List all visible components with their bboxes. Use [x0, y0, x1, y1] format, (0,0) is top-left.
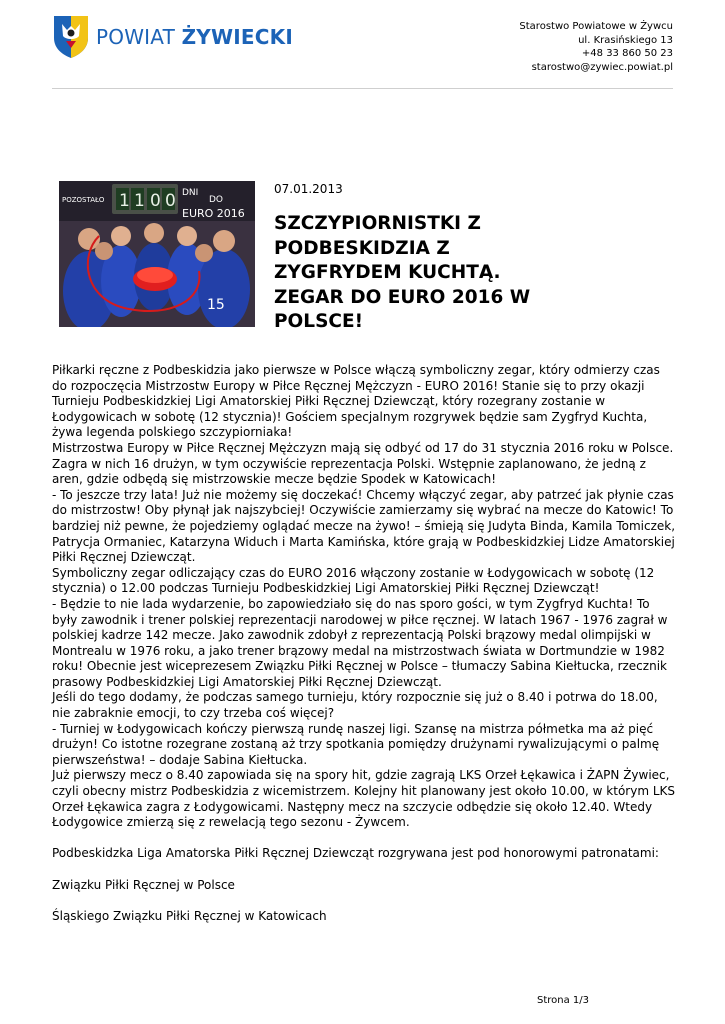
photo-label-event: EURO 2016: [182, 207, 245, 220]
photo-label-remaining: POZOSTAŁO: [62, 196, 105, 204]
svg-text:15: 15: [207, 297, 225, 313]
body-paragraph: Symboliczny zegar odliczający czas do EURO 2016 włączony zostanie w Łodygowicach w sobotę (12 stycznia) o 12.00 podczas Turnieju Podbeskidzkiej Ligi Amatorskiej Piłki Ręcznej Dziewcząt!: [52, 565, 655, 596]
header-divider: [52, 88, 673, 89]
patronage-intro: Podbeskidzka Liga Amatorska Piłki Ręcznej Dziewcząt rozgrywana jest pod honorowymi patronatami:: [52, 846, 659, 861]
logo-wordmark: [96, 25, 293, 49]
body-paragraph: Jeśli do tego dodamy, że podczas samego turnieju, który rozpocznie się już o 8.40 i potrwa do 18.00, nie zabraknie emocji, to czy trzeba coś więcej?: [52, 690, 658, 721]
clock-digit-1: 1: [119, 191, 130, 211]
body-paragraph: Mistrzostwa Europy w Piłce Ręcznej Mężczyzn mają się odbyć od 17 do 31 stycznia 2016 roku w Polsce. Zagra w nich 16 drużyn, w tym oczywiście reprezentacja Polski. Wstępnie zaplanowano, że jedną z aren, gdzie odbędą się mistrzowskie mecze będzie Spodek w Katowicach!: [52, 440, 674, 487]
contact-address: ul. Krasińskiego 13: [578, 34, 673, 46]
logo-text-light: POWIAT: [96, 24, 182, 49]
article-date: 07.01.2013: [274, 182, 343, 196]
photo-label-days: DNI: [182, 188, 199, 198]
contact-email: starostwo@zywiec.powiat.pl: [531, 61, 673, 73]
article-body: [52, 363, 677, 924]
contact-phone: +48 33 860 50 23: [581, 48, 673, 59]
clock-digit-3: 0: [150, 191, 161, 211]
coat-of-arms-icon: [52, 14, 90, 59]
logo-text-bold: ŻYWIECKI: [181, 24, 293, 49]
body-paragraph: Już pierwszy mecz o 8.40 zapowiada się na spory hit, gdzie zagrają LKS Orzeł Łękawica i ŻAPN Żywiec, czyli obecny mistrz Podbeskidzia z wicemistrzem. Kolejny hit planowany jest około 10.00, w którym LKS Orzeł Łękawica zagra z Łodygowicami. Następny mecz na szczycie odbędzie się około 12.40. Wtedy Łodygowice zmierzą się z rewelacją tego sezonu - Żywcem.: [52, 768, 676, 830]
page-number: Strona 1/3: [537, 995, 590, 1006]
photo-illustration: [59, 181, 255, 327]
photo-label-to: DO: [209, 195, 224, 205]
contact-block: [519, 20, 673, 74]
article-title: SZCZYPIORNISTKI Z PODBESKIDZIA Z ZYGFRYDEM KUCHTĄ. ZEGAR DO EURO 2016 W POLSCE!: [274, 213, 531, 332]
patron-item: Śląskiego Związku Piłki Ręcznej w Katowicach: [52, 908, 327, 923]
contact-office: Starostwo Powiatowe w Żywcu: [519, 21, 673, 32]
patron-item: Związku Piłki Ręcznej w Polsce: [52, 877, 235, 892]
body-paragraph: Piłkarki ręczne z Podbeskidzia jako pierwsze w Polsce włączą symboliczny zegar, który odmierzy czas do rozpoczęcia Mistrzostw Europy w Piłce Ręcznej Mężczyzn - EURO 2016! Stanie się to przy okazji Turnieju Podbeskidzkiej Ligi Amatorskiej Piłki Ręcznej Dziewcząt, który rozegrany zostanie w Łodygowicach w sobotę (12 stycznia)! Gościem specjalnym rozgrywek będzie sam Zygfryd Kuchta, żywa legenda polskiego szczypiorniaka!: [52, 363, 660, 440]
page-header: [52, 14, 673, 74]
body-paragraph: - Turniej w Łodygowicach kończy pierwszą rundę naszej ligi. Szansę na mistrza półmetka ma aż pięć drużyn! Co istotne rozegrane zostaną aż trzy spotkania pomiędzy drużynami rywalizującymi o palmę pierwszeństwa! – dodaje Sabina Kiełtucka.: [52, 721, 660, 767]
body-paragraph: - To jeszcze trzy lata! Już nie możemy się doczekać! Chcemy włączyć zegar, aby patrzeć jak płynie czas do mistrzostw! Oby płynął jak najszybciej! Oczywiście zamierzamy się wybrać na mecze do Katowic! To bardziej niż pewne, że pojedziemy oglądać mecze na żywo! – śmieją się Judyta Binda, Kamila Tomiczek, Patrycja Ormaniec, Katarzyna Widuch i Marta Kamińska, które grają w Podbeskidzkiej Lidze Amatorskiej Piłki Ręcznej Dziewcząt.: [52, 487, 676, 565]
clock-digit-2: 1: [134, 191, 145, 211]
powiat-logo: [52, 14, 293, 59]
body-paragraph: - Będzie to nie lada wydarzenie, bo zapowiedziało się do nas sporo gości, w tym Zygfryd Kuchta! To były zawodnik i trener polskiej reprezentacji narodowej w piłce ręcznej. W latach 1967 - 1976 zagrał w polskiej kadrze 142 mecze. Jako zawodnik zdobył z reprezentacją Polski brązowy medal olimpijski w Montrealu w 1976 roku, a jako trener brązowy medal na mistrzostwach świata w Dortmundzie w 1982 roku! Obecnie jest wiceprezesem Związku Piłki Ręcznej w Polsce – tłumaczy Sabina Kiełtucka, rzecznik prasowy Podbeskidzkiej Ligi Amatorskiej Piłki Ręcznej Dziewcząt.: [52, 596, 668, 689]
article-photo: [59, 181, 255, 327]
clock-digit-4: 0: [165, 191, 176, 211]
